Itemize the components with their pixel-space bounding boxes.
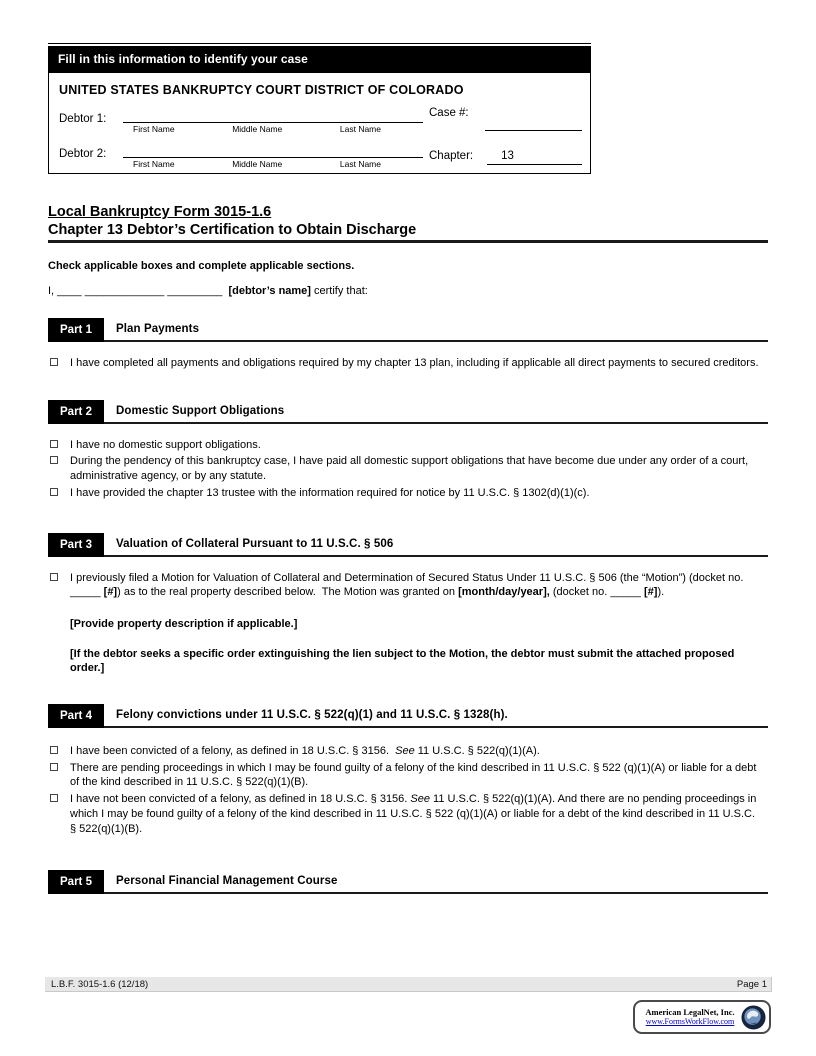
checkbox-part2-item1[interactable] (50, 440, 58, 448)
part4-tag: Part 4 (48, 704, 104, 728)
case-number-block (423, 105, 582, 134)
part2-title: Domestic Support Obligations (104, 400, 768, 424)
last-name-sublabel: Last Name (339, 124, 381, 134)
part2-header (48, 400, 768, 424)
chapter-block (423, 140, 582, 169)
part1-header (48, 318, 768, 342)
footer-form-number: L.B.F. 3015-1.6 (12/18) (51, 978, 149, 990)
part2-items (48, 438, 768, 501)
footer-page-number: Page 1 (736, 978, 767, 990)
part4-item2 (50, 761, 768, 790)
part3-items (48, 571, 768, 600)
case-identification-box (48, 43, 591, 174)
legalnet-company-name: American LegalNet, Inc. (645, 1007, 735, 1017)
part1-items (48, 356, 768, 371)
debtor1-row (49, 99, 590, 134)
fill-in-banner: Fill in this information to identify your case (48, 46, 591, 73)
part4-item3-text: I have not been convicted of a felony, as defined in 18 U.S.C. § 3156. See 11 U.S.C. § 522(q)(1)(A). And there are no pending proceedings in which I may be found guilty of a felony of the kind described in 11 U.S.C. § 522 (q)(1)(A) or liable for a debt of the kind described in 11 U.S.C. § 522(q)(1)(B). (70, 793, 760, 835)
first-name-sublabel: First Name (133, 124, 175, 134)
checkbox-part4-item2[interactable] (50, 763, 58, 771)
title-rule (48, 240, 768, 243)
case-identification-body (48, 73, 591, 174)
debtor1-name-sublabels (123, 123, 423, 134)
part2-item2-text: During the pendency of this bankruptcy case, I have paid all domestic support obligations that have become due under any order of a court, administrative agency, or by any statute. (70, 455, 752, 483)
legalnet-badge-text (641, 1007, 739, 1027)
part4-title: Felony convictions under 11 U.S.C. § 522(q)(1) and 11 U.S.C. § 1328(h). (104, 704, 768, 728)
part5-tag: Part 5 (48, 870, 104, 894)
part4-item3 (50, 792, 768, 836)
globe-icon (741, 1005, 766, 1030)
formsworkflow-link[interactable]: www.FormsWorkFlow.com (645, 1017, 735, 1026)
checkbox-part4-item1[interactable] (50, 746, 58, 754)
part1-item1-text: I have completed all payments and obligations required by my chapter 13 plan, including if applicable all direct payments to secured creditors. (70, 357, 759, 369)
checkbox-part2-item2[interactable] (50, 456, 58, 464)
part2-item1 (50, 438, 768, 453)
part4-item1 (50, 744, 768, 759)
court-title: UNITED STATES BANKRUPTCY COURT DISTRICT OF COLORADO (59, 83, 464, 97)
form-number-title: Local Bankruptcy Form 3015-1.6 (48, 204, 272, 220)
part2-item2 (50, 454, 768, 483)
debtor2-name-field[interactable] (123, 140, 423, 158)
chapter-label: Chapter: (429, 150, 474, 162)
form-name-title: Chapter 13 Debtor’s Certification to Obtain Discharge (48, 222, 417, 238)
form-body (48, 203, 768, 894)
chapter-field[interactable]: 13 (487, 148, 582, 165)
part3-item1-text: I previously filed a Motion for Valuation of Collateral and Determination of Secured Status Under 11 U.S.C. § 506 (the “Motion”) (docket no. _____ [#]) as to the real property described below. The Motion was granted on [month/day/year], (docket no. _____ [#]). (70, 571, 747, 599)
first-name-sublabel: First Name (133, 159, 175, 169)
part2-tag: Part 2 (48, 400, 104, 424)
debtor2-name-sublabels (123, 158, 423, 169)
part3-item1 (50, 571, 768, 600)
debtor2-label: Debtor 2: (59, 148, 107, 160)
checkbox-part4-item3[interactable] (50, 794, 58, 802)
instruction-text: Check applicable boxes and complete applicable sections. (48, 260, 355, 272)
checkbox-part3-item1[interactable] (50, 573, 58, 581)
certify-line: I, ____ _____________ _________ [debtor’s name] certify that: (48, 285, 368, 297)
part2-item3 (50, 486, 768, 501)
debtor2-fields (123, 140, 423, 169)
middle-name-sublabel: Middle Name (232, 159, 283, 169)
page-footer (45, 977, 772, 992)
part4-header (48, 704, 768, 728)
case-number-label: Case #: (429, 107, 469, 119)
debtor1-label: Debtor 1: (59, 113, 107, 125)
part5-title: Personal Financial Management Course (104, 870, 768, 894)
last-name-sublabel: Last Name (339, 159, 381, 169)
part3-header (48, 533, 768, 557)
part4-items (48, 744, 768, 836)
part3-title: Valuation of Collateral Pursuant to 11 U.S.C. § 506 (104, 533, 768, 557)
middle-name-sublabel: Middle Name (232, 124, 283, 134)
case-number-field[interactable] (485, 119, 582, 131)
checkbox-part1-item1[interactable] (50, 358, 58, 366)
part2-item3-text: I have provided the chapter 13 trustee with the information required for notice by 11 U.S.C. § 1302(d)(1)(c). (70, 486, 590, 499)
part1-title: Plan Payments (104, 318, 768, 342)
part1-tag: Part 1 (48, 318, 104, 342)
part1-item1 (50, 356, 768, 371)
part3-tag: Part 3 (48, 533, 104, 557)
part3-note2: [If the debtor seeks a specific order extinguishing the lien subject to the Motion, the debtor must submit the attached proposed order.] (70, 647, 738, 675)
legalnet-badge (633, 1000, 771, 1034)
checkbox-part2-item3[interactable] (50, 488, 58, 496)
debtor1-fields (123, 105, 423, 134)
part3-note1: [Provide property description if applicable.] (70, 617, 298, 630)
debtor1-name-field[interactable] (123, 105, 423, 123)
part5-header (48, 870, 768, 894)
part4-item2-text: There are pending proceedings in which I may be found guilty of a felony of the kind described in 11 U.S.C. § 522 (q)(1)(A) or liable for a debt of the kind described in 11 U.S.C. § 522(q)(1)(B). (70, 761, 760, 789)
part2-item1-text: I have no domestic support obligations. (70, 438, 261, 451)
debtor2-row (49, 134, 590, 169)
part4-item1-text: I have been convicted of a felony, as defined in 18 U.S.C. § 3156. See 11 U.S.C. § 522(q)(1)(A). (70, 745, 540, 758)
